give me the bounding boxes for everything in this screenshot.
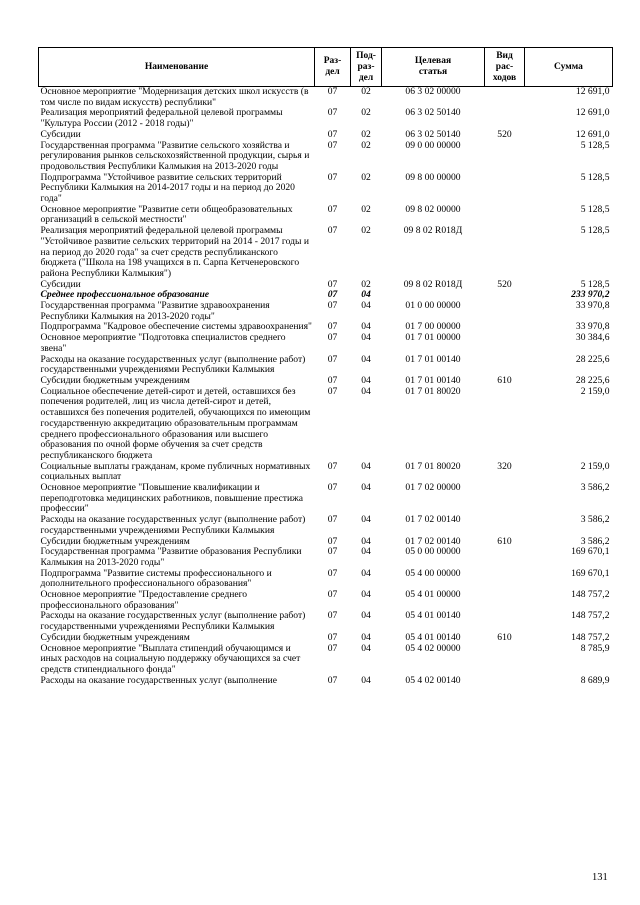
table-row xyxy=(39,644,613,676)
cell-name: Социальное обеспечение детей-сирот и детей, оставшихся без попечения родителей, лиц из числа детей-сирот и детей, оставшихся без попечения родителей, обучающихся по имеющим государственную аккредитацию образовательным программам среднего профессионального образования или высшего образования по очной форме обучения за счет средств республиканского бюджета xyxy=(40,385,311,461)
header-name-text: Наименование xyxy=(144,61,209,72)
cell-rz: 07 xyxy=(327,535,338,547)
header-target xyxy=(382,48,485,87)
table-row xyxy=(39,205,613,226)
cell-cs: 06 3 02 00000 xyxy=(405,86,461,97)
cell-cs: 09 8 02 R018Д xyxy=(403,225,463,237)
cell-sum: 3 586,2 xyxy=(580,514,610,526)
cell-vr xyxy=(485,547,525,568)
cell-pr: 04 xyxy=(361,631,371,643)
table-row xyxy=(39,87,613,109)
table-row xyxy=(39,173,613,205)
cell-name: Субсидии xyxy=(40,278,81,290)
cell-sum: 5 128,5 xyxy=(580,225,610,237)
cell-cs: 09 0 00 00000 xyxy=(405,139,461,151)
cell-cs: 05 4 01 00140 xyxy=(405,610,461,622)
cell-cs: 05 0 00 00000 xyxy=(405,546,461,558)
cell-sum: 148 757,2 xyxy=(571,610,610,622)
cell-name: Субсидии бюджетным учреждениям xyxy=(40,374,190,386)
cell-cs: 01 7 02 00140 xyxy=(405,535,461,547)
cell-cs: 01 7 01 00140 xyxy=(405,353,461,365)
cell-rz: 07 xyxy=(327,631,338,643)
header-sum xyxy=(525,48,613,87)
cell-sum: 33 970,8 xyxy=(575,300,610,312)
table-row xyxy=(39,108,613,129)
cell-rz: 07 xyxy=(327,482,338,494)
cell-rz: 07 xyxy=(327,610,338,622)
header-razdel xyxy=(315,48,351,87)
cell-name: Субсидии бюджетным учреждениям xyxy=(40,631,190,643)
cell-vr: 320 xyxy=(497,460,512,472)
table-row xyxy=(39,569,613,590)
cell-rz: 07 xyxy=(327,289,338,301)
header-vid xyxy=(485,48,525,87)
cell-sum: 28 225,6 xyxy=(575,353,610,365)
cell-rz: 07 xyxy=(327,107,338,119)
table-header-row xyxy=(39,48,613,87)
cell-pr: 04 xyxy=(361,332,371,344)
cell-sum: 3 586,2 xyxy=(580,482,610,494)
cell-rz: 07 xyxy=(327,86,338,97)
cell-sum: 148 757,2 xyxy=(571,631,610,643)
cell-name: Реализация мероприятий федеральной целевой программы "Устойчивое развитие сельских территорий на 2014 - 2017 годы и на период до 2020 года" за счет средств республиканского бюджета ("Школа на 198 учащихся в п. Сарпа Кетченеровского района Республики Калмыкия") xyxy=(40,225,309,279)
cell-pr: 04 xyxy=(361,460,371,472)
header-vid-text: Вид рас- ходов xyxy=(492,50,517,83)
cell-name: Среднее профессиональное образование xyxy=(40,289,210,301)
table-row xyxy=(39,547,613,568)
cell-name: Социальные выплаты гражданам, кроме публичных нормативных социальных выплат xyxy=(40,460,311,483)
table-row xyxy=(39,633,613,644)
cell-sum: 28 225,6 xyxy=(575,374,610,386)
cell-rz: 07 xyxy=(327,139,338,151)
cell-pr: 04 xyxy=(361,642,371,654)
cell-rz: 07 xyxy=(327,225,338,237)
cell-vr xyxy=(485,226,525,280)
cell-cs: 05 4 02 00140 xyxy=(405,674,461,686)
cell-name: Государственная программа "Развитие образования Республики Калмыкия на 2013-2020 годы" xyxy=(40,546,302,568)
cell-vr xyxy=(485,322,525,333)
cell-vr xyxy=(485,515,525,536)
cell-name: Основное мероприятие "Развитие сети общеобразовательных организаций в сельской местности" xyxy=(40,203,293,226)
cell-name: Государственная программа "Развитие сельского хозяйства и регулирования рынков сельскохозяйственной продукции, сырья и продовольствия Республики Калмыкия на 2013-2020 годы xyxy=(40,139,310,172)
cell-cs: 01 7 02 00140 xyxy=(405,514,461,526)
cell-vr xyxy=(485,108,525,129)
cell-pr: 02 xyxy=(361,278,371,290)
cell-sum: 233 970,2 xyxy=(571,289,610,301)
cell-rz: 07 xyxy=(327,128,338,140)
cell-pr: 02 xyxy=(361,203,371,215)
cell-cs: 09 8 00 00000 xyxy=(405,171,461,183)
cell-rz: 07 xyxy=(327,674,338,686)
cell-pr: 04 xyxy=(361,353,371,365)
cell-pr: 04 xyxy=(361,300,371,312)
table-row xyxy=(39,226,613,280)
cell-name: Основное мероприятие "Модернизация детских школ искусств (в том числе по видам искусств) республики" xyxy=(40,86,309,108)
cell-pr: 02 xyxy=(361,128,371,140)
cell-cs: 09 8 02 00000 xyxy=(405,203,461,215)
cell-vr xyxy=(485,333,525,354)
cell-vr xyxy=(485,387,525,462)
cell-pr: 02 xyxy=(361,86,371,97)
table-row xyxy=(39,590,613,611)
cell-vr xyxy=(485,173,525,205)
table-row xyxy=(39,387,613,462)
cell-name: Субсидии бюджетным учреждениям xyxy=(40,535,190,547)
cell-sum: 5 128,5 xyxy=(580,278,610,290)
cell-pr: 02 xyxy=(361,171,371,183)
cell-pr: 02 xyxy=(361,107,371,119)
cell-sum: 12 691,0 xyxy=(575,107,610,119)
cell-pr: 04 xyxy=(361,610,371,622)
cell-name: Расходы на оказание государственных услуг (выполнение работ) государственными учреждениями Республики Калмыкия xyxy=(40,610,306,633)
table-row xyxy=(39,611,613,632)
cell-pr: 04 xyxy=(361,567,371,579)
cell-cs: 09 8 02 R018Д xyxy=(403,278,463,290)
cell-vr xyxy=(485,87,525,109)
cell-pr: 04 xyxy=(361,385,371,397)
cell-rz: 07 xyxy=(327,460,338,472)
cell-name: Основное мероприятие "Подготовка специалистов среднего звена" xyxy=(40,332,286,354)
cell-vr xyxy=(485,355,525,376)
cell-name: Подпрограмма "Развитие системы профессионального и дополнительного профессионального образования" xyxy=(40,567,272,590)
cell-pr: 04 xyxy=(361,482,371,494)
cell-vr xyxy=(485,611,525,632)
cell-cs: 05 4 02 00000 xyxy=(405,642,461,654)
header-name xyxy=(39,48,315,87)
cell-cs: 01 7 00 00000 xyxy=(405,321,461,333)
header-sum-text: Сумма xyxy=(554,61,583,72)
cell-name: Государственная программа "Развитие здравоохранения Республики Калмыкия на 2013-2020 годы" xyxy=(40,300,270,322)
cell-pr: 04 xyxy=(361,535,371,547)
cell-rz: 07 xyxy=(327,353,338,365)
cell-sum: 12 691,0 xyxy=(575,128,610,140)
header-razdel-text: Раз- дел xyxy=(323,56,342,77)
cell-cs: 06 3 02 50140 xyxy=(405,128,461,140)
cell-name: Субсидии xyxy=(40,128,81,140)
cell-sum: 5 128,5 xyxy=(580,139,610,151)
cell-rz: 07 xyxy=(327,385,338,397)
cell-sum: 148 757,2 xyxy=(571,589,610,601)
cell-rz: 07 xyxy=(327,374,338,386)
cell-name: Подпрограмма "Кадровое обеспечение системы здравоохранения" xyxy=(40,321,312,333)
table-row xyxy=(39,462,613,483)
budget-table-sheet xyxy=(38,47,612,686)
cell-cs: 01 7 01 80020 xyxy=(405,460,461,472)
budget-table xyxy=(38,47,613,686)
cell-pr: 02 xyxy=(361,139,371,151)
cell-name: Основное мероприятие "Предоставление среднего профессионального образования" xyxy=(40,589,248,611)
cell-pr: 04 xyxy=(361,546,371,558)
cell-pr: 04 xyxy=(361,514,371,526)
cell-vr: 610 xyxy=(497,535,512,547)
cell-vr: 610 xyxy=(497,631,512,643)
cell-name: Подпрограмма "Устойчивое развитие сельских территорий Республики Калмыкия на 2014-2017 годы и на период до 2020 года" xyxy=(40,171,295,205)
cell-rz: 07 xyxy=(327,171,338,183)
cell-vr xyxy=(485,141,525,173)
cell-sum: 33 970,8 xyxy=(575,321,610,333)
header-podrazdel xyxy=(351,48,382,87)
cell-pr: 04 xyxy=(361,374,371,386)
cell-sum: 2 159,0 xyxy=(580,385,610,397)
table-row xyxy=(39,141,613,173)
cell-name: Расходы на оказание государственных услуг (выполнение работ) государственными учреждениями Республики Калмыкия xyxy=(40,353,306,376)
header-target-text: Целевая статья xyxy=(414,56,452,77)
cell-rz: 07 xyxy=(327,589,338,601)
cell-sum: 169 670,1 xyxy=(571,546,610,558)
cell-rz: 07 xyxy=(327,321,338,333)
cell-sum: 3 586,2 xyxy=(580,535,610,547)
table-row xyxy=(39,130,613,141)
page-number: 131 xyxy=(592,872,608,883)
cell-name: Расходы на оказание государственных услуг (выполнение работ) государственными учреждениями Республики Калмыкия xyxy=(40,514,306,536)
cell-pr: 04 xyxy=(361,674,371,686)
cell-sum: 8 689,9 xyxy=(580,674,610,686)
cell-sum: 30 384,6 xyxy=(575,332,610,344)
cell-rz: 07 xyxy=(327,278,338,290)
cell-pr: 04 xyxy=(361,589,371,601)
cell-rz: 07 xyxy=(327,567,338,579)
cell-rz: 07 xyxy=(327,514,338,526)
cell-cs: 06 3 02 50140 xyxy=(405,107,461,119)
cell-sum: 12 691,0 xyxy=(575,86,610,97)
cell-pr: 02 xyxy=(361,225,371,237)
cell-name: Реализация мероприятий федеральной целевой программы "Культура России (2012 - 2018 годы)" xyxy=(40,107,283,130)
cell-cs: 01 7 01 80020 xyxy=(405,385,461,397)
cell-sum: 8 785,9 xyxy=(580,642,610,654)
cell-name: Основное мероприятие "Выплата стипендий обучающимся и иных расходов на социальную поддержку обучающихся за счет средств стипендиального фонда" xyxy=(40,642,301,675)
table-row xyxy=(39,515,613,536)
table-row xyxy=(39,355,613,376)
table-row xyxy=(39,676,613,687)
cell-vr: 520 xyxy=(497,128,512,140)
cell-cs: 05 4 00 00000 xyxy=(405,567,461,579)
cell-rz: 07 xyxy=(327,332,338,344)
cell-cs: 05 4 01 00140 xyxy=(405,631,461,643)
header-podrazdel-text: Под- раз- дел xyxy=(356,50,376,83)
cell-vr xyxy=(485,676,525,687)
cell-cs: 01 7 01 00000 xyxy=(405,332,461,344)
cell-vr xyxy=(485,290,525,301)
cell-name: Основное мероприятие "Повышение квалификации и переподготовка медицинских работников, повышение престижа профессии" xyxy=(40,482,304,515)
cell-cs: 05 4 01 00000 xyxy=(405,589,461,601)
cell-cs: 01 0 00 00000 xyxy=(405,300,461,312)
cell-vr xyxy=(485,301,525,322)
cell-vr: 520 xyxy=(497,278,512,290)
cell-rz: 07 xyxy=(327,300,338,312)
cell-vr xyxy=(485,569,525,590)
cell-rz: 07 xyxy=(327,203,338,215)
cell-cs: 01 7 02 00000 xyxy=(405,482,461,494)
cell-vr xyxy=(485,590,525,611)
cell-vr: 610 xyxy=(497,374,512,386)
cell-rz: 07 xyxy=(327,642,338,654)
cell-rz: 07 xyxy=(327,546,338,558)
cell-sum: 169 670,1 xyxy=(571,567,610,579)
cell-sum: 5 128,5 xyxy=(580,203,610,215)
table-body xyxy=(39,87,613,687)
cell-name: Расходы на оказание государственных услуг (выполнение xyxy=(40,674,277,686)
cell-vr xyxy=(485,483,525,515)
cell-vr xyxy=(485,644,525,676)
cell-sum: 2 159,0 xyxy=(580,460,610,472)
cell-pr: 04 xyxy=(361,289,371,301)
cell-vr xyxy=(485,205,525,226)
table-row xyxy=(39,483,613,515)
table-row xyxy=(39,301,613,322)
cell-pr: 04 xyxy=(361,321,371,333)
cell-cs: 01 7 01 00140 xyxy=(405,374,461,386)
cell-sum: 5 128,5 xyxy=(580,171,610,183)
table-row xyxy=(39,333,613,354)
